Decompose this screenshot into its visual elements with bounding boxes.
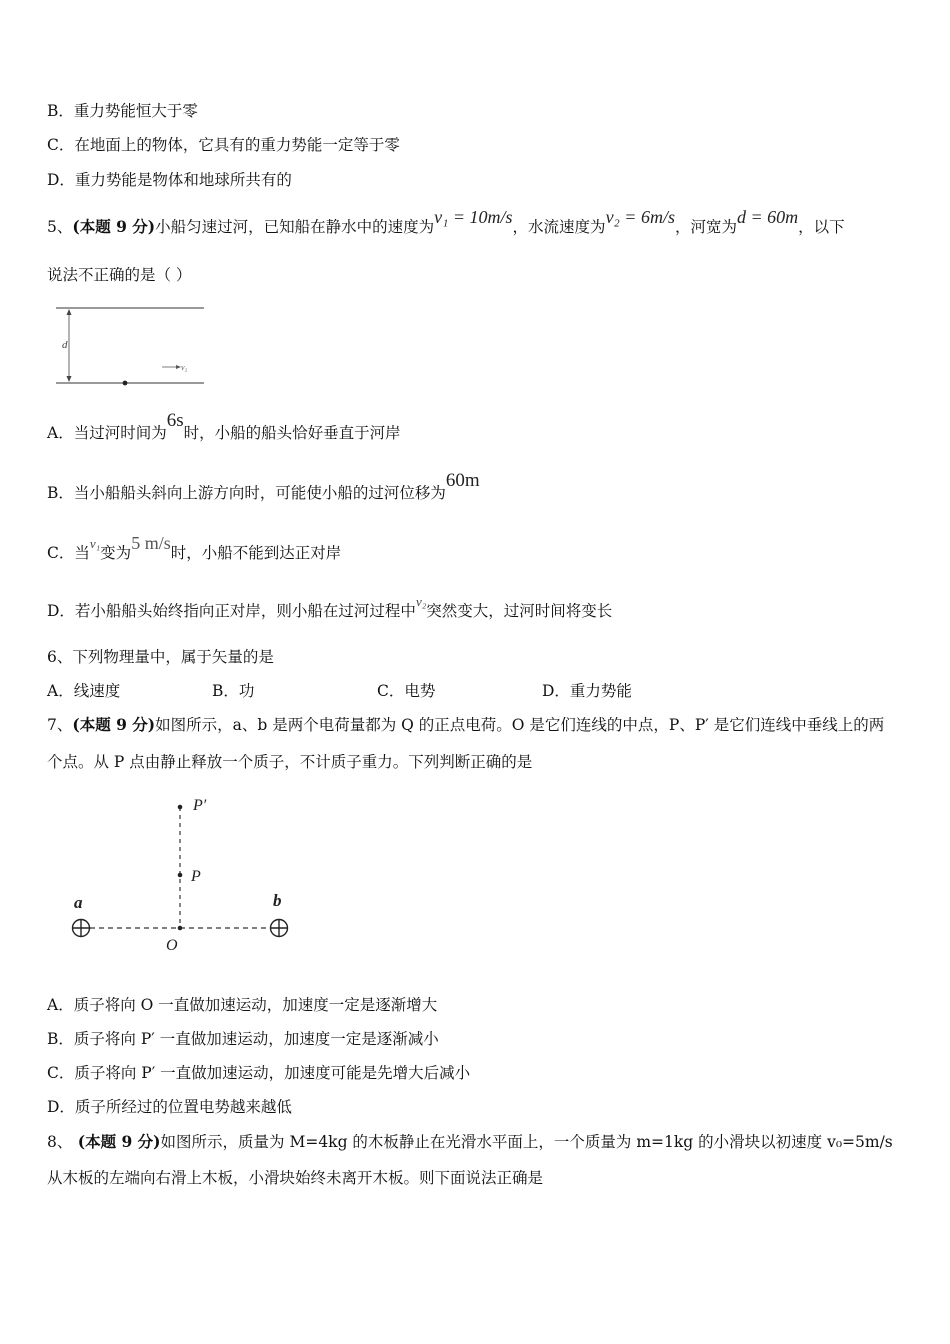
q5-stem-line2: 说法不正确的是（ ）: [47, 266, 192, 284]
q7-number: 7、: [47, 716, 73, 734]
q5-option-b: [47, 470, 480, 504]
current-label-v2: v₂: [181, 363, 188, 372]
q7-option-d: D．质子所经过的位置电势越来越低: [47, 1098, 292, 1116]
point-p-prime: [178, 805, 183, 810]
q8-score: (本题 9 分): [72, 1132, 161, 1151]
charge-b-icon: [271, 920, 288, 937]
q5-score: (本题 9 分): [72, 217, 156, 236]
q6-stem: 6、下列物理量中，属于矢量的是: [47, 648, 274, 666]
q5-math-v2: v₂ = 6m/s: [605, 207, 675, 227]
q5-option-a: [47, 410, 401, 444]
q5-text-2: ，水流速度为: [512, 218, 606, 236]
label-p: P: [191, 868, 201, 885]
q8-stem-line2: 从木板的左端向右滑上木板，小滑块始终未离开木板。则下面说法正确是: [47, 1169, 544, 1187]
q5-a-math: 6s: [166, 410, 184, 431]
q5-text-4: ，以下: [798, 218, 845, 236]
q7-option-a: A．质子将向 O 一直做加速运动，加速度一定是逐渐增大: [47, 996, 438, 1014]
q7-text-1: 如图所示，a、b 是两个电荷量都为 Q 的正点电荷。O 是它们连线的中点，P、P′ 是它们连线中垂线上的两: [155, 716, 885, 734]
q5-number: 5、: [47, 218, 73, 236]
point-o: [178, 926, 183, 931]
q4-option-d: D．重力势能是物体和地球所共有的: [47, 171, 292, 189]
q5-a-text-1: A．当过河时间为: [47, 424, 167, 442]
q6-option-b: B．功: [212, 682, 255, 700]
boat-dot: [123, 381, 128, 386]
q5-c-math-5ms: 5 m/s: [131, 533, 171, 553]
q5-d-math-v2: v₂: [415, 594, 427, 609]
q7-stem-line1: [47, 714, 884, 736]
point-p: [178, 873, 183, 878]
q5-math-d: d = 60m: [736, 207, 799, 227]
q5-c-text-3: 时，小船不能到达正对岸: [170, 544, 342, 562]
width-label-d: d: [62, 339, 68, 351]
q5-a-text-2: 时，小船的船头恰好垂直于河岸: [183, 424, 401, 442]
q6-option-d: D．重力势能: [542, 682, 632, 700]
q5-option-d: [47, 594, 613, 623]
charge-a-icon: [73, 920, 90, 937]
q4-option-b: B．重力势能恒大于零: [47, 102, 198, 120]
q5-c-math-v1: v₁: [89, 536, 101, 551]
q5-d-text-1: D．若小船船头始终指向正对岸，则小船在过河过程中: [47, 602, 416, 620]
q4-option-c: C．在地面上的物体，它具有的重力势能一定等于零: [47, 136, 400, 154]
q8-text-1: 如图所示，质量为 M=4kg 的木板静止在光滑水平面上，一个质量为 m=1kg 的小滑块以初速度 v₀=5m/s: [160, 1133, 893, 1151]
q5-stem-line1: [47, 207, 845, 238]
label-p-prime: P′: [193, 797, 207, 814]
q5-option-c: [47, 533, 342, 565]
label-b: b: [273, 891, 282, 910]
q7-score: (本题 9 分): [72, 715, 156, 734]
q5-b-math: 60m: [445, 470, 480, 491]
label-a: a: [74, 893, 83, 912]
q5-c-text-1: C．当: [47, 544, 90, 562]
q7-stem-line2: 个点。从 P 点由静止释放一个质子，不计质子重力。下列判断正确的是: [47, 753, 533, 771]
q7-option-c: C．质子将向 P′ 一直做加速运动，加速度可能是先增大后减小: [47, 1064, 471, 1082]
q6-option-a: A．线速度: [47, 682, 121, 700]
q6-option-c: C．电势: [377, 682, 436, 700]
q5-b-text: B．当小船船头斜向上游方向时，可能使小船的过河位移为: [47, 484, 446, 502]
q5-math-v1: v₁ = 10m/s: [434, 207, 513, 227]
q5-text-1: 小船匀速过河，已知船在静水中的速度为: [155, 218, 435, 236]
charges-figure: [60, 785, 310, 955]
label-o: O: [166, 937, 178, 954]
river-figure: [50, 300, 210, 392]
q5-d-text-2: 突然变大，过河时间将变长: [426, 602, 613, 620]
q5-text-3: ，河宽为: [674, 218, 737, 236]
q6-options: [47, 680, 707, 702]
q8-stem-line1: [47, 1131, 893, 1153]
q5-c-text-2: 变为: [100, 544, 132, 562]
q8-number: 8、: [47, 1133, 73, 1151]
q7-option-b: B．质子将向 P′ 一直做加速运动，加速度一定是逐渐减小: [47, 1030, 439, 1048]
